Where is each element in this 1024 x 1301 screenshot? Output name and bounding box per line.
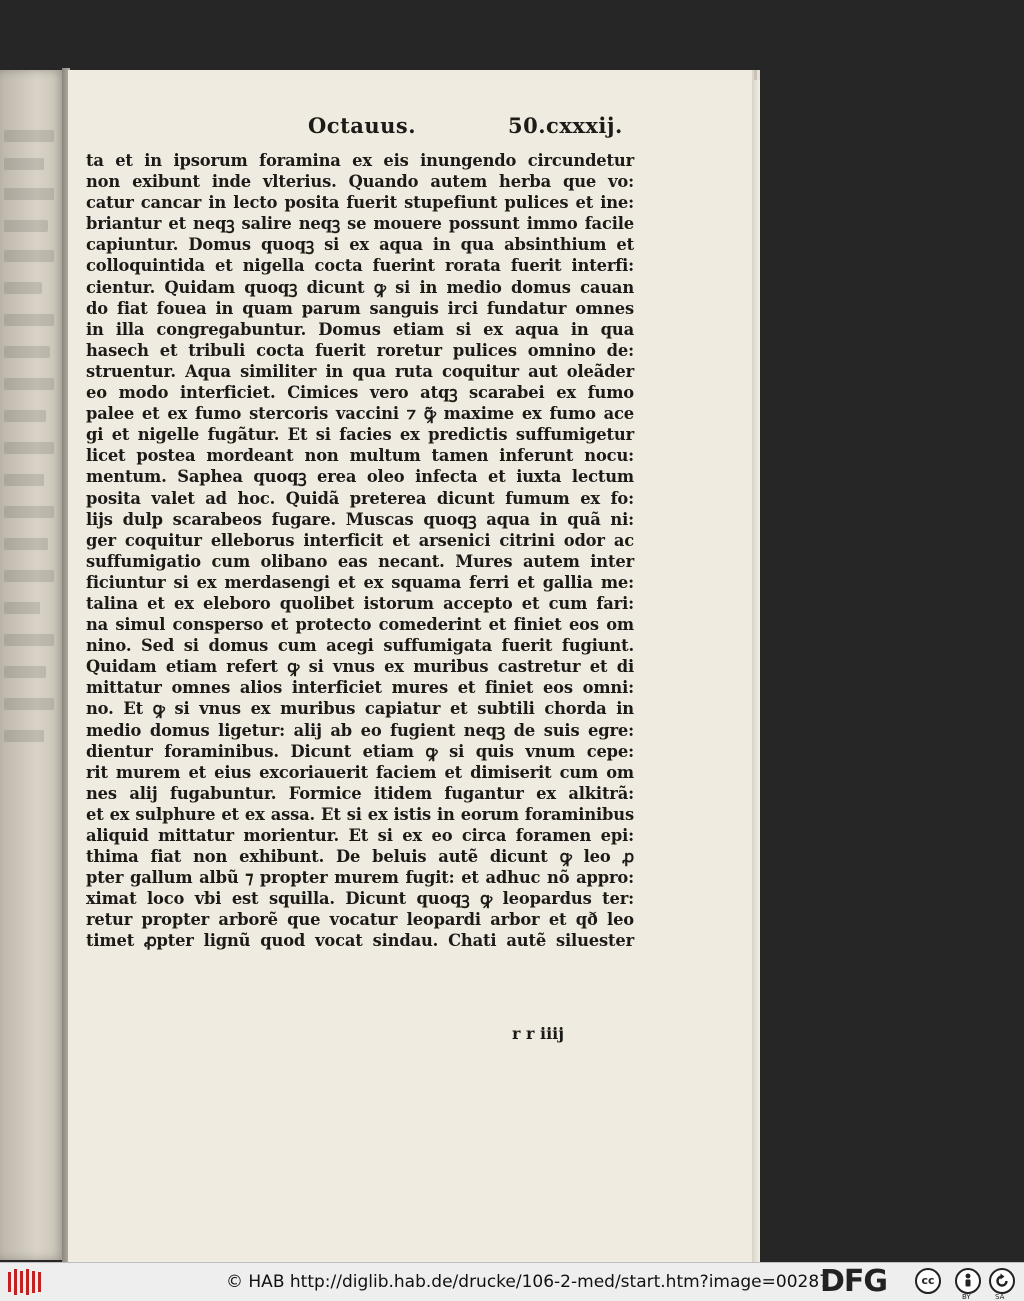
text-line: pter gallum albũ ⁊ propter murem fugit: et adhuc nõ appro:: [86, 868, 634, 888]
attribution-icon[interactable]: [955, 1268, 981, 1294]
text-line: ximat loco vbi est squilla. Dicunt quoqꝫ ꝙ leopardus ter:: [86, 889, 634, 909]
text-line: ficiuntur si ex merdasengi et ex squama ferri et gallia me:: [86, 572, 634, 592]
text-line: capiuntur. Domus quoqꝫ si ex aqua in qua absinthium et: [86, 235, 634, 255]
footer-bar: [0, 1262, 1024, 1301]
person-icon: [957, 1270, 979, 1292]
text-line: ta et in ipsorum foramina ex eis inungendo circundetur: [86, 151, 634, 170]
text-line: catur cancar in lecto posita fuerit stupefiunt pulices et ine:: [86, 193, 634, 213]
text-line: eo modo interficiet. Cimices vero atqꝫ scarabei ex fumo: [86, 383, 634, 403]
text-line: retur propter arborẽ que vocatur leopardi arbor et qð leo: [86, 910, 634, 930]
text-line: aliquid mittatur morientur. Et si ex eo circa foramen epi:: [86, 826, 634, 845]
text-line: thima fiat non exhibunt. De beluis autẽ dicunt ꝙ leo ꝓ: [86, 847, 634, 867]
text-line: no. Et ꝙ si vnus ex muribus capiatur et subtili chorda in: [86, 699, 634, 719]
text-line: dientur foraminibus. Dicunt etiam ꝙ si quis vnum cepe:: [86, 741, 634, 761]
dfg-logo[interactable]: DFG: [820, 1264, 888, 1299]
text-line: mittatur omnes alios interficiet mures et finiet eos omni:: [86, 678, 634, 698]
text-line: talina et ex eleboro quolibet istorum accepto et cum fari:: [86, 593, 634, 613]
text-line: posita valet ad hoc. Quidã preterea dicunt fumum ex fo:: [86, 488, 634, 508]
text-line: palee et ex fumo stercoris vaccini ⁊ ꝙ̃ maxime ex fumo ace: [86, 404, 634, 424]
signature-mark: r r iiij: [512, 1024, 565, 1043]
text-line: lijs dulp scarabeos fugare. Muscas quoqꝫ aqua in quã ni:: [86, 509, 634, 529]
text-line: cientur. Quidam quoqꝫ dicunt ꝙ si in medio domus cauan: [86, 277, 634, 297]
previous-page-edge: [0, 70, 66, 1260]
share-alike-icon[interactable]: [989, 1268, 1015, 1294]
text-line: medio domus ligetur: alij ab eo fugient neqꝫ de suis egre:: [86, 720, 634, 740]
folio-number: 50.cxxxij.: [508, 113, 623, 138]
text-line: struentur. Aqua similiter in qua ruta coquitur aut oleãder: [86, 361, 634, 381]
text-line: hasech et tribuli cocta fuerit roretur pulices omnino de:: [86, 340, 634, 360]
page-stack-edge: [752, 80, 760, 1262]
text-line: et ex sulphure et ex assa. Et si ex istis in eorum foraminibus: [86, 804, 634, 824]
text-line: na simul consperso et protecto comederint et finiet eos om: [86, 615, 634, 635]
text-line: Quidam etiam refert ꝙ si vnus ex muribus castretur et di: [86, 657, 634, 677]
creative-commons-icon[interactable]: cc: [915, 1268, 941, 1294]
share-alike-arrow-icon: [991, 1270, 1013, 1292]
hab-logo-icon: [6, 1269, 46, 1295]
text-line: do fiat fouea in quam parum sanguis irci fundatur omnes: [86, 298, 634, 318]
text-line: rit murem et eius excoriauerit faciem et dimiserit cum om: [86, 762, 634, 782]
text-line: in illa congregabuntur. Domus etiam si ex aqua in qua: [86, 319, 634, 339]
text-line: nino. Sed si domus cum acegi suffumigata fuerit fugiunt.: [86, 636, 634, 656]
text-line: briantur et neqꝫ salire neqꝫ se mouere possunt immo facile: [86, 214, 634, 234]
text-line: nes alij fugabuntur. Formice itidem fugantur ex alkitrã:: [86, 783, 634, 803]
text-line: gi et nigelle fugãtur. Et si facies ex predictis suffumigetur: [86, 425, 634, 445]
text-line: timet ꝓpter lignũ quod vocat sindau. Chati autẽ siluester: [86, 931, 634, 951]
by-label: BY: [962, 1293, 971, 1301]
text-line: colloquintida et nigella cocta fuerint rorata fuerit interfi:: [86, 256, 634, 276]
text-line: non exibunt inde vlterius. Quando autem herba que vo:: [86, 172, 634, 192]
text-line: ger coquitur elleborus interficit et arsenici citrini odor ac: [86, 530, 634, 550]
body-text: [86, 150, 634, 952]
sa-label: SA: [995, 1293, 1005, 1301]
text-line: mentum. Saphea quoqꝫ erea oleo infecta et iuxta lectum: [86, 467, 634, 487]
copyright-link[interactable]: © HAB http://diglib.hab.de/drucke/106-2-med/start.htm?image=00287: [226, 1272, 830, 1292]
running-head: Octauus.: [308, 113, 417, 138]
text-line: licet postea mordeant non multum tamen inferunt nocu:: [86, 446, 634, 466]
text-line: suffumigatio cum olibano eas necant. Mures autem inter: [86, 551, 634, 571]
